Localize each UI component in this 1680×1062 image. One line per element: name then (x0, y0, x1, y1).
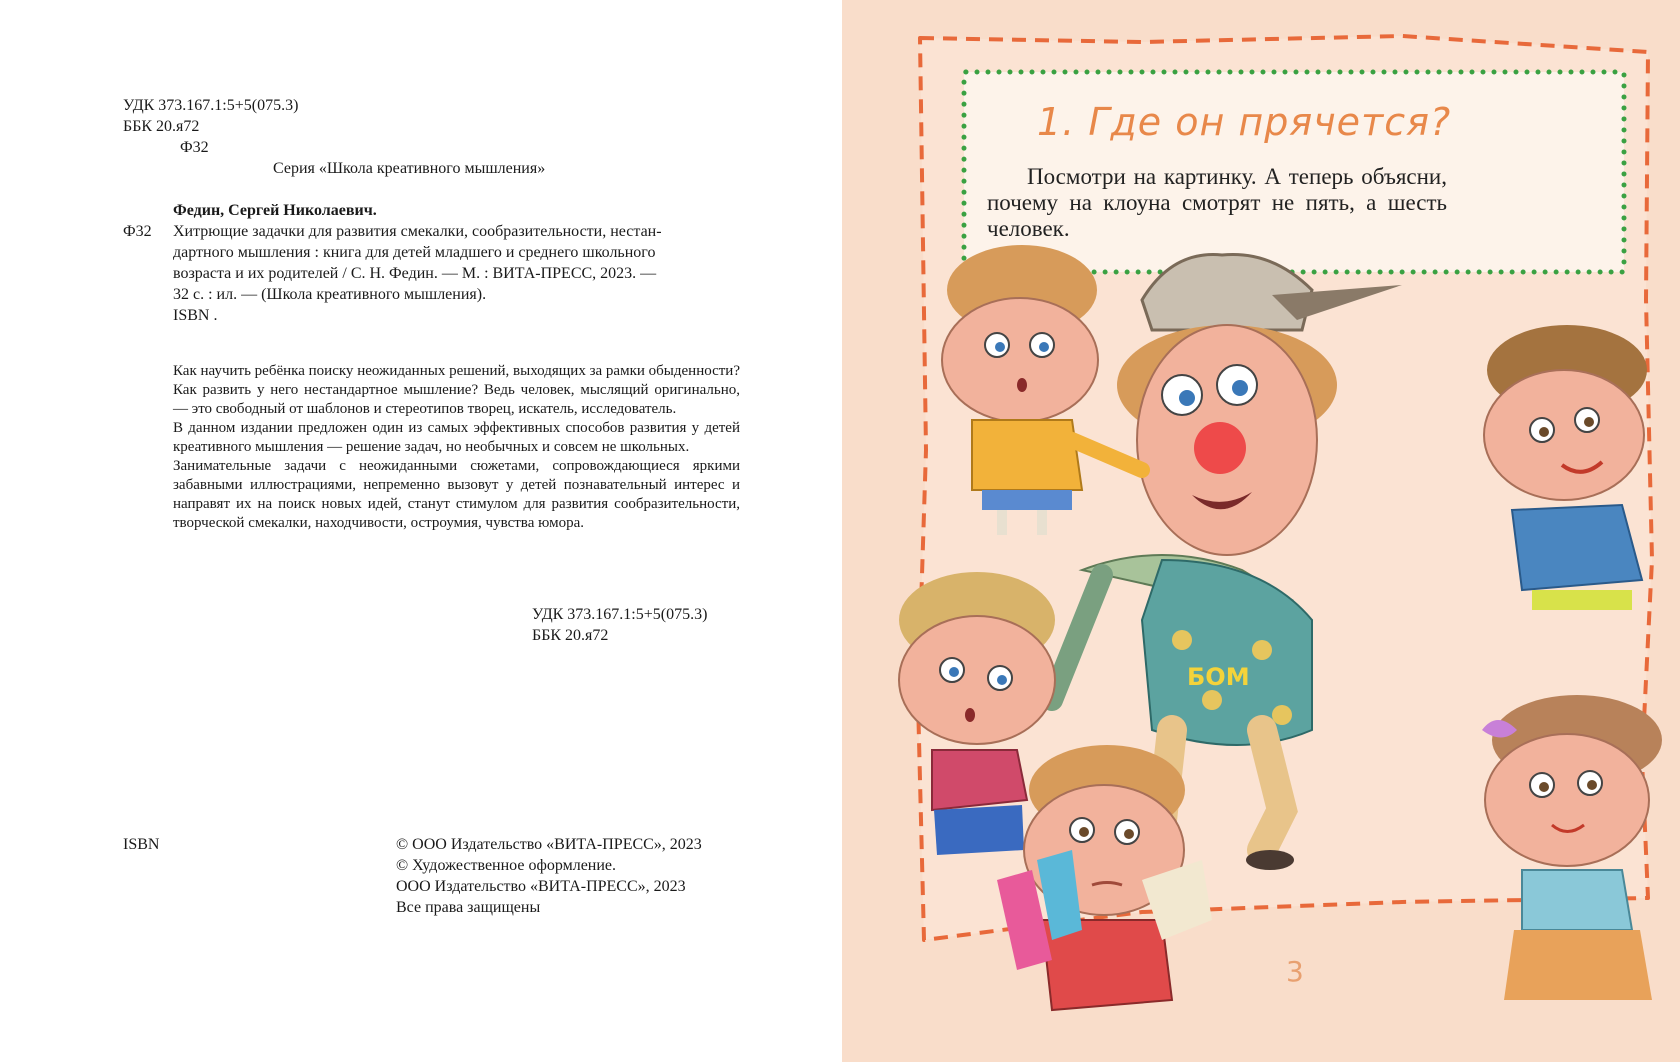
task-page (842, 0, 1680, 1062)
annotation (173, 362, 740, 533)
catalog-line: Хитрющие задачки для развития смекалки, сообразительности, нестан- (173, 223, 662, 240)
catalog-code: Ф32 (123, 223, 152, 240)
bbk-code: ББК 20.я72 (123, 118, 200, 135)
boy-top-left (942, 245, 1142, 535)
annotation-paragraph: Как научить ребёнка поиску неожиданных решений, выходящих за рамки обыденности? Как развить у него нестандартное мышление? Ведь человек, мыслящий оригинально, — это свободный от шаблонов и стереотипов творец, искатель, исследователь. (173, 363, 740, 417)
catalog-line: дартного мышления : книга для детей младшего и среднего школьного (173, 244, 656, 261)
author-mark: Ф32 (180, 139, 209, 156)
annotation-paragraph: Занимательные задачи с неожиданными сюжетами, сопровождающиеся яркими забавными иллюстрациями, непременно вызовут у детей познавательный интерес и направят их на поиск новых идей, станут стимулом для развития сообразительности, творческой смекалки, находчивости, остроумия, чувства юмора. (173, 458, 740, 531)
page-number: 3 (1286, 955, 1304, 988)
boy-bottom-center (997, 745, 1212, 1010)
illustration (842, 0, 1680, 1062)
girl-bottom-right (1482, 695, 1662, 1000)
shirt-label: БОМ (1187, 663, 1250, 691)
boy-top-right (1484, 325, 1647, 610)
task-title: 1. Где он прячется? (1037, 100, 1452, 144)
bbk-code-bottom: ББК 20.я72 (532, 627, 609, 644)
udk-code-bottom: УДК 373.167.1:5+5(075.3) (532, 606, 708, 623)
catalog-isbn: ISBN . (173, 307, 218, 324)
series-name: Серия «Школа креативного мышления» (273, 160, 546, 177)
copyright-line: Все права защищены (396, 899, 541, 916)
isbn-label: ISBN (123, 836, 160, 853)
annotation-paragraph: В данном издании предложен один из самых эффективных способов развития у детей креативного мышления — решение задач, но необычных и совсем не школьных. (173, 420, 740, 455)
boy-middle-left (899, 572, 1055, 855)
copyright-line: ООО Издательство «ВИТА-ПРЕСС», 2023 (396, 878, 686, 895)
task-text: Посмотри на картинку. А теперь объясни, почему на клоуна смотрят не пять, а шесть человек. (987, 164, 1447, 241)
author-name: Федин, Сергей Николаевич. (173, 202, 377, 219)
copyright-line: © Художественное оформление. (396, 857, 617, 874)
catalog-line: возраста и их родителей / С. Н. Федин. — М. : ВИТА-ПРЕСС, 2023. — (173, 265, 657, 282)
copyright-line: © ООО Издательство «ВИТА-ПРЕСС», 2023 (396, 836, 702, 853)
udk-code: УДК 373.167.1:5+5(075.3) (123, 97, 299, 114)
catalog-line: 32 с. : ил. — (Школа креативного мышления). (173, 286, 487, 303)
